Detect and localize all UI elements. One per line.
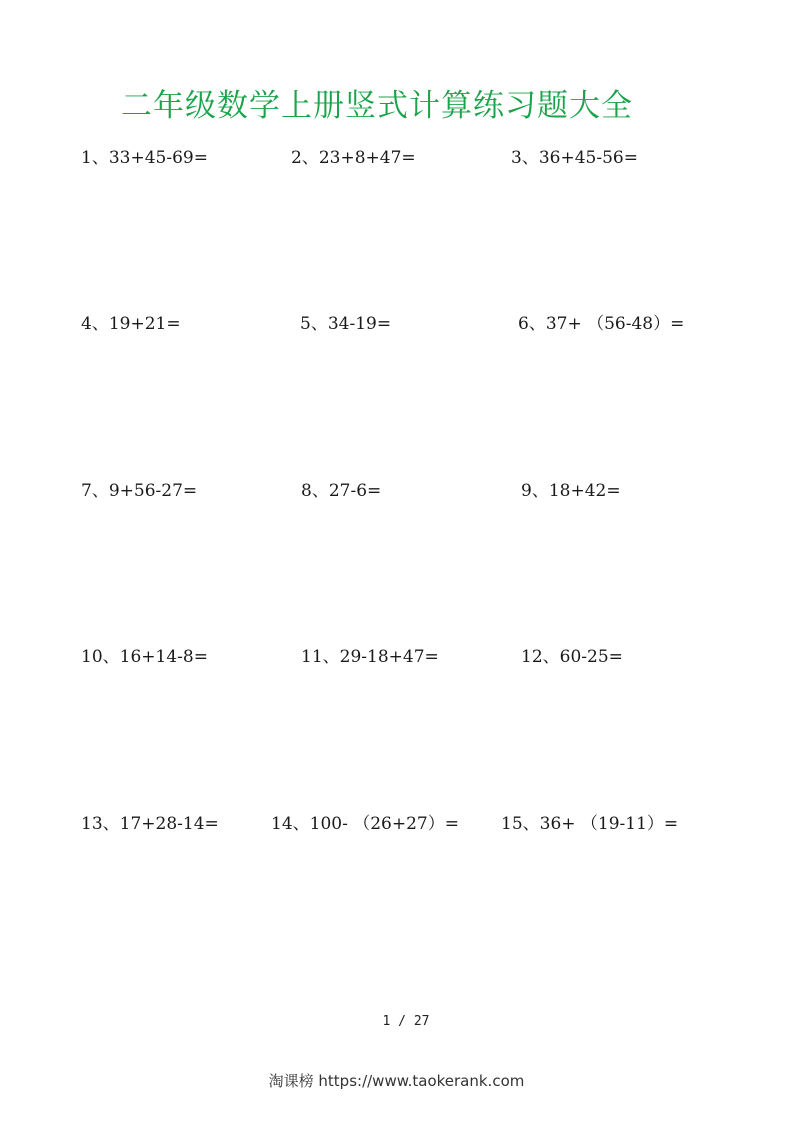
problem-15: 15、36+ （19-11）= bbox=[501, 814, 679, 834]
footer-watermark: 淘课榜 https://www.taokerank.com bbox=[268, 1072, 525, 1090]
problem-13: 13、17+28-14= bbox=[81, 814, 219, 834]
problem-12: 12、60-25= bbox=[521, 647, 623, 667]
problem-8: 8、27-6= bbox=[301, 481, 382, 501]
problem-3: 3、36+45-56= bbox=[511, 148, 638, 168]
problem-10: 10、16+14-8= bbox=[81, 647, 208, 667]
problem-9: 9、18+42= bbox=[521, 481, 621, 501]
problem-2: 2、23+8+47= bbox=[291, 148, 416, 168]
problem-6: 6、37+ （56-48）= bbox=[518, 314, 685, 334]
problem-1: 1、33+45-69= bbox=[81, 148, 208, 168]
problem-5: 5、34-19= bbox=[300, 314, 392, 334]
problem-7: 7、9+56-27= bbox=[81, 481, 198, 501]
worksheet-title: 二年级数学上册竖式计算练习题大全 bbox=[121, 88, 633, 124]
problem-14: 14、100- （26+27）= bbox=[271, 814, 459, 834]
page-number: 1 / 27 bbox=[382, 1014, 430, 1029]
problem-11: 11、29-18+47= bbox=[301, 647, 439, 667]
problem-4: 4、19+21= bbox=[81, 314, 181, 334]
